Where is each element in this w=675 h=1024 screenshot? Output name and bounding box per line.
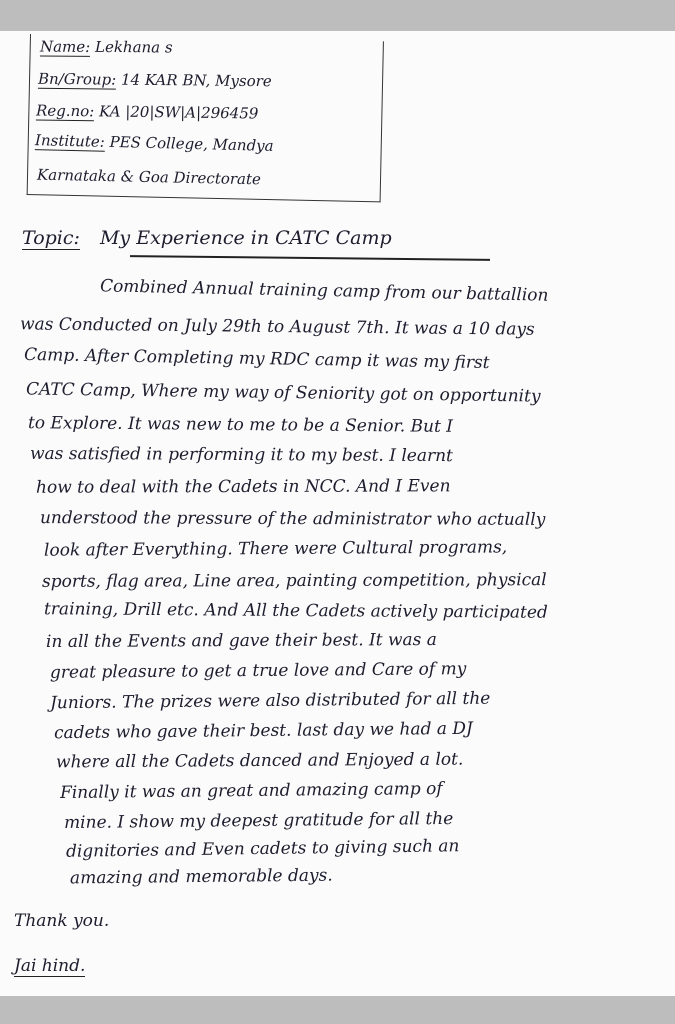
topic-title: My Experience in CATC Camp	[99, 227, 392, 249]
body-line: mine. I show my deepest gratitude for all the	[63, 808, 454, 834]
body-line: dignitories and Even cadets to giving such an	[65, 836, 460, 862]
body-line: look after Everything. There were Cultural programs,	[43, 537, 508, 561]
institute-value: PES College, Mandya	[109, 132, 274, 155]
body-line: Finally it was an great and amazing camp of	[59, 778, 443, 804]
body-line: great pleasure to get a true love and Care of my	[49, 659, 467, 683]
body-line: amazing and memorable days.	[69, 865, 333, 889]
body-line: where all the Cadets danced and Enjoyed a lot.	[55, 749, 464, 773]
body-line: sports, flag area, Line area, painting competition, physical	[41, 570, 547, 592]
institute-label: Institute:	[34, 131, 106, 151]
regno-line	[36, 101, 259, 122]
body-line: in all the Events and gave their best. It was a	[45, 629, 437, 653]
body-line: training, Drill etc. And All the Cadets actively participated	[43, 599, 548, 623]
topic-line	[22, 227, 392, 249]
handwritten-letter-page	[0, 31, 675, 996]
name-label: Name:	[39, 37, 91, 56]
name-value: Lekhana s	[94, 37, 173, 57]
name-line	[40, 38, 173, 57]
body-line: Juniors. The prizes were also distributed for all the	[49, 688, 491, 714]
closing-thanks: Thank you.	[14, 911, 110, 931]
regno-value: KA |20|SW|A|296459	[98, 102, 259, 123]
body-line: understood the pressure of the administrator who actually	[39, 508, 546, 530]
group-label: Bn/Group:	[37, 69, 117, 89]
directorate-value: Karnataka & Goa Directorate	[36, 165, 262, 189]
topic-label: Topic:	[22, 227, 80, 249]
regno-label: Reg.no:	[35, 101, 95, 121]
body-line: how to deal with the Cadets in NCC. And I Even	[35, 476, 451, 498]
body-line: cadets who gave their best. last day we had a DJ	[53, 718, 473, 744]
body-line: Combined Annual training camp from our battallion	[99, 276, 549, 306]
body-line: was satisfied in performing it to my best. I learnt	[29, 443, 453, 467]
body-line: Camp. After Completing my RDC camp it was my first	[23, 344, 490, 374]
body-line: was Conducted on July 29th to August 7th. It was a 10 days	[19, 314, 535, 340]
closing-signoff-line	[14, 956, 85, 976]
topic-underline	[130, 255, 490, 261]
closing-signoff: Jai hind.	[14, 956, 86, 976]
group-value: 14 KAR BN, Mysore	[120, 70, 272, 91]
body-line: CATC Camp, Where my way of Seniority got on opportunity	[25, 379, 541, 407]
group-line	[38, 70, 272, 90]
body-line: to Explore. It was new to me to be a Senior. But I	[27, 413, 454, 437]
